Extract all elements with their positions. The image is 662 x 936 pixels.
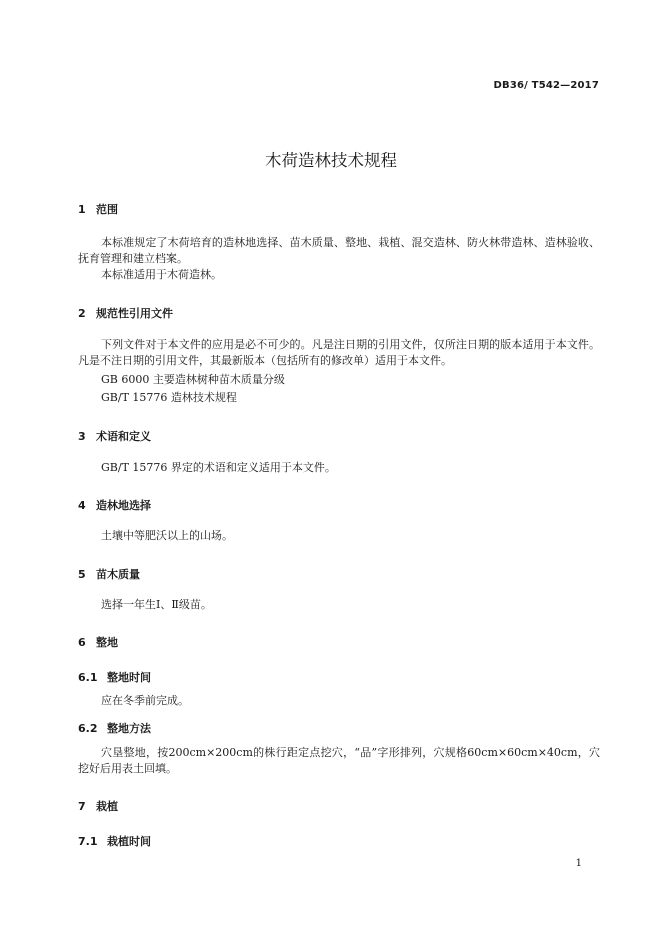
paragraph: 本标准适用于木荷造林。 <box>101 268 222 281</box>
section-title: 整地时间 <box>107 671 151 684</box>
section-heading-4 <box>78 497 151 513</box>
paragraph: 本标准规定了木荷培育的造林地选择、苗木质量、整地、栽植、混交造林、防火林带造林、造林验收、抚育管理和建立档案。 <box>78 236 600 265</box>
standard-code: DB36/ T542—2017 <box>493 80 599 91</box>
section-title: 苗木质量 <box>96 568 140 581</box>
section-title: 整地 <box>96 636 118 649</box>
section-number: 3 <box>78 430 86 443</box>
paragraph: 选择一年生Ⅰ、Ⅱ级苗。 <box>101 598 212 611</box>
section-number: 4 <box>78 499 86 512</box>
section-heading-3 <box>78 428 151 444</box>
section-title: 整地方法 <box>107 722 151 735</box>
section-heading-1 <box>78 201 118 217</box>
section-number: 7.1 <box>78 835 98 848</box>
section-heading-7 <box>78 798 118 814</box>
paragraph: 下列文件对于本文件的应用是必不可少的。凡是注日期的引用文件，仅所注日期的版本适用于本文件。凡是不注日期的引用文件，其最新版本（包括所有的修改单）适用于本文件。 <box>78 338 600 367</box>
section-heading-5 <box>78 566 140 582</box>
subsection-heading-7-1 <box>78 833 151 849</box>
paragraph: 土壤中等肥沃以上的山场。 <box>101 529 233 542</box>
section-number: 6.2 <box>78 722 98 735</box>
section-number: 5 <box>78 568 86 581</box>
section-title: 造林地选择 <box>96 499 151 512</box>
section-number: 2 <box>78 307 86 320</box>
section-number: 7 <box>78 800 86 813</box>
document-title: 木荷造林技术规程 <box>265 151 397 170</box>
paragraph: 穴垦整地，按200cm×200cm的株行距定点挖穴，“品”字形排列，穴规格60cm×60cm×40cm，穴挖好后用表土回填。 <box>78 746 600 775</box>
section-number: 6 <box>78 636 86 649</box>
reference-item: GB 6000 主要造林树种苗木质量分级 <box>101 373 285 386</box>
reference-item: GB/T 15776 造林技术规程 <box>101 391 237 404</box>
section-heading-6 <box>78 634 118 650</box>
section-title: 术语和定义 <box>96 430 151 443</box>
section-number: 1 <box>78 203 86 216</box>
section-title: 规范性引用文件 <box>96 307 173 320</box>
page-number: 1 <box>575 858 582 869</box>
section-title: 范围 <box>96 203 118 216</box>
paragraph: GB/T 15776 界定的术语和定义适用于本文件。 <box>101 461 336 474</box>
section-title: 栽植 <box>96 800 118 813</box>
section-title: 栽植时间 <box>107 835 151 848</box>
section-heading-2 <box>78 305 173 321</box>
paragraph: 应在冬季前完成。 <box>101 694 189 707</box>
subsection-heading-6-2 <box>78 720 151 736</box>
section-number: 6.1 <box>78 671 98 684</box>
subsection-heading-6-1 <box>78 669 151 685</box>
